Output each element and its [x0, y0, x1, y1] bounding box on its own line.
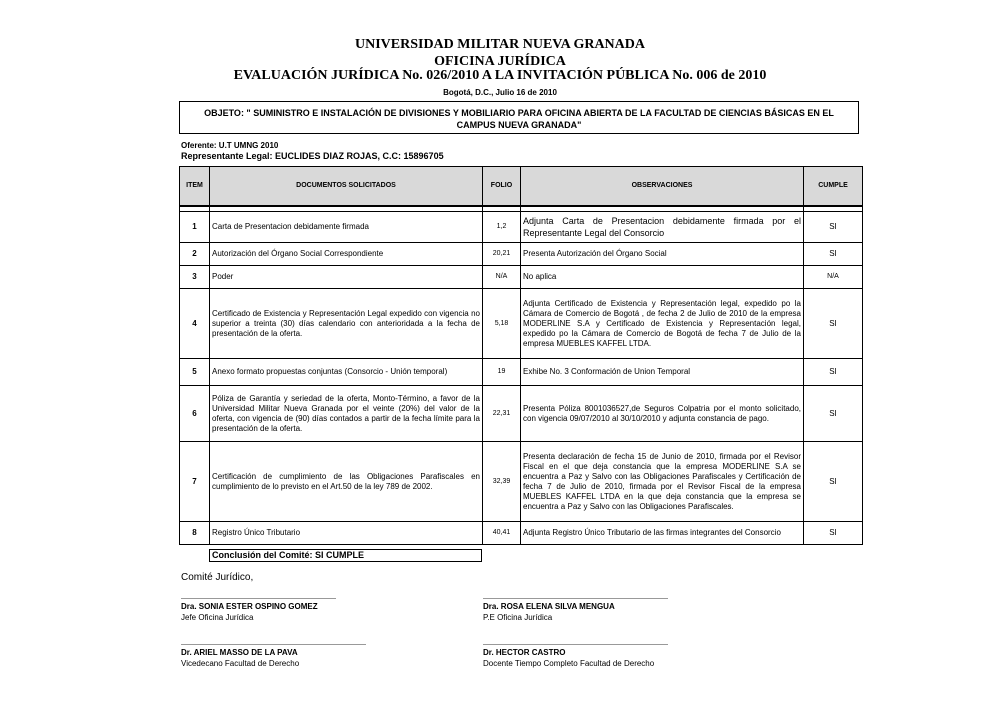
header-observaciones: OBSERVACIONES	[521, 167, 804, 207]
row-item: 2	[180, 243, 210, 266]
row-cumple: SI	[804, 386, 863, 442]
signature-line	[181, 644, 366, 645]
row-folio: N/A	[483, 266, 521, 289]
table-row	[180, 266, 863, 289]
signature-role-2: P.E Oficina Jurídica	[483, 613, 553, 622]
row-cumple: SI	[804, 522, 863, 545]
row-cumple: SI	[804, 359, 863, 386]
office-title: OFICINA JURÍDICA	[434, 54, 566, 69]
signature-line	[483, 598, 668, 599]
row-observacion: Presenta Póliza 8001036527,de Seguros Colpatria por el monto solicitado, con vigencia 09/07/2010 al 30/10/2010 y adjunta constancia de pago.	[521, 386, 804, 442]
row-folio: 22,31	[483, 386, 521, 442]
table-row	[180, 212, 863, 243]
row-folio: 1,2	[483, 212, 521, 243]
row-documento: Anexo formato propuestas conjuntas (Consorcio - Unión temporal)	[210, 359, 483, 386]
row-item: 6	[180, 386, 210, 442]
row-item: 5	[180, 359, 210, 386]
row-documento: Carta de Presentacion debidamente firmada	[210, 212, 483, 243]
table-row	[180, 442, 863, 522]
row-observacion: Adjunta Certificado de Existencia y Representación legal, expedido po la Cámara de Comercio de Bogotá , de fecha 2 de Julio de 2010 de la empresa MODERLINE S.A y Certificado de Existencia y Representación legal, expedido po la Cámara de Comercio de Bogotá de fecha 7 de Julio de la empresa MUEBLES KAFFEL LTDA.	[521, 289, 804, 359]
university-title: UNIVERSIDAD MILITAR NUEVA GRANADA	[354, 37, 645, 52]
row-cumple: SI	[804, 289, 863, 359]
row-item: 1	[180, 212, 210, 243]
row-item: 4	[180, 289, 210, 359]
row-observacion: Adjunta Carta de Presentacion debidamente firmada por el Representante Legal del Consorcio	[521, 212, 804, 243]
objeto-box: OBJETO: " SUMINISTRO E INSTALACIÓN DE DIVISIONES Y MOBILIARIO PARA OFICINA ABIERTA DE LA FACULTAD DE CIENCIAS BÁSICAS EN EL CAMPUS NUEVA GRANADA"	[179, 101, 859, 134]
signature-role-4: Docente Tiempo Completo Facultad de Derecho	[483, 659, 655, 668]
row-folio: 19	[483, 359, 521, 386]
row-observacion: Presenta Autorización del Órgano Social	[521, 243, 804, 266]
signature-name-4: Dr. HECTOR CASTRO	[483, 648, 566, 657]
signature-line	[181, 598, 336, 599]
row-documento: Certificado de Existencia y Representación Legal expedido con vigencia no superior a treinta (30) días calendario con anterioridada a la fecha de presentación de la oferta.	[210, 289, 483, 359]
row-observacion: Adjunta Registro Único Tributario de las firmas integrantes del Consorcio	[521, 522, 804, 545]
signature-name-3: Dr. ARIEL MASSO DE LA PAVA	[181, 648, 298, 657]
table-row	[180, 289, 863, 359]
row-observacion: Exhibe No. 3 Conformación de Union Temporal	[521, 359, 804, 386]
evaluation-title: EVALUACIÓN JURÍDICA No. 026/2010 A LA INVITACIÓN PÚBLICA No. 006 de 2010	[233, 68, 767, 83]
row-documento: Póliza de Garantía y seriedad de la oferta, Monto-Término, a favor de la Universidad Militar Nueva Granada por el veinte (20%) del valor de la oferta, con vigencia de (90) días contados a partir de la fecha límite para la presentación de la oferta.	[210, 386, 483, 442]
table-row	[180, 243, 863, 266]
row-cumple: SI	[804, 442, 863, 522]
table-row	[180, 359, 863, 386]
signature-name-1: Dra. SONIA ESTER OSPINO GOMEZ	[181, 602, 318, 611]
signature-role-1: Jefe Oficina Jurídica	[181, 613, 254, 622]
row-documento: Certificación de cumplimiento de las Obligaciones Parafiscales en cumplimiento de lo previsto en el Art.50 de la ley 789 de 2002.	[210, 442, 483, 522]
header-cumple: CUMPLE	[804, 167, 863, 207]
row-observacion: No aplica	[521, 266, 804, 289]
header-folio: FOLIO	[483, 167, 521, 207]
oferente-label: Oferente: U.T UMNG 2010	[181, 141, 279, 150]
row-folio: 5,18	[483, 289, 521, 359]
committee-conclusion: Conclusión del Comité: SI CUMPLE	[209, 549, 482, 562]
row-documento: Autorización del Órgano Social Correspondiente	[210, 243, 483, 266]
table-row	[180, 386, 863, 442]
signature-line	[483, 644, 668, 645]
header-documentos: DOCUMENTOS SOLICITADOS	[210, 167, 483, 207]
row-folio: 32,39	[483, 442, 521, 522]
documents-table	[179, 166, 863, 545]
row-cumple: SI	[804, 212, 863, 243]
signature-role-3: Vicedecano Facultad de Derecho	[181, 659, 300, 668]
row-folio: 40,41	[483, 522, 521, 545]
document-date: Bogotá, D.C., Julio 16 de 2010	[443, 88, 557, 97]
representante-label: Representante Legal: EUCLIDES DIAZ ROJAS, C.C: 15896705	[181, 151, 444, 161]
row-item: 8	[180, 522, 210, 545]
header-item: ITEM	[180, 167, 210, 207]
row-cumple: SI	[804, 243, 863, 266]
row-cumple: N/A	[804, 266, 863, 289]
row-documento: Poder	[210, 266, 483, 289]
row-documento: Registro Único Tributario	[210, 522, 483, 545]
committee-label: Comité Jurídico,	[181, 572, 254, 583]
signature-name-2: Dra. ROSA ELENA SILVA MENGUA	[483, 602, 615, 611]
table-header-row	[180, 167, 863, 207]
row-folio: 20,21	[483, 243, 521, 266]
row-observacion: Presenta declaración de fecha 15 de Junio de 2010, firmada por el Revisor Fiscal en el que deja constancia que la empresa MODERLINE S.A se encuentra a Paz y Salvo con las Obligaciones Parafiscales y Certificación de fecha 7 de Julio de 2010, firmada por el Revisor Fiscal de la empresa MUEBLES KAFFEL LTDA en la que deja constancia que la empresa se encuentra a Paz y Salvo con las Obligaciones Parafiscales.	[521, 442, 804, 522]
row-item: 3	[180, 266, 210, 289]
table-row	[180, 522, 863, 545]
row-item: 7	[180, 442, 210, 522]
